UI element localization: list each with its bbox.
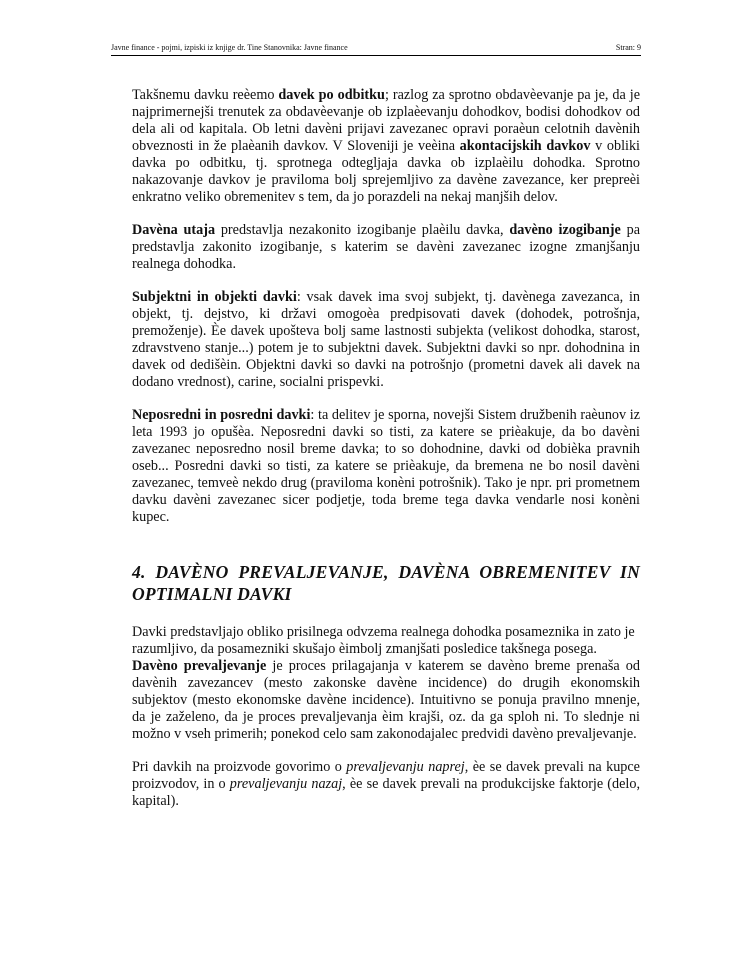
paragraph-intro-taxes: Davki predstavljajo obliko prisilnega odvzema realnega dohodka posameznika in zato je razumljivo, da posamezniki skušajo èimbolj zmanjšati posledice takšnega posega. xyxy=(132,624,635,657)
paragraph-tax-shifting: Davèno prevaljevanje je proces prilagajanja v katerem se davèno breme prenaša od davènih zavezancev (mesto zakonske davène incidence) do drugih ekonomskih subjektov (mesto ekonomske davène incidence). Intuitivno se ponuja pravilno mnenje, da je zaželeno, da je proces prevaljevanja èim krajši, oz. da ga sploh ni. To slednje ni možno v vseh primerih; ponekod celo sam zakonodajalec predvidi davèno prevaljevanje. xyxy=(132,658,640,742)
paragraph-withholding-tax: Takšnemu davku reèemo davek po odbitku; razlog za sprotno obdavèevanje pa je, da je najprimernejši trenutek za obdavèevanje ob izplaèevanju dohodkov, bodisi dohodkov od dela ali od kapitala. Ob letni davèni prijavi zavezanec opravi poraèun celotnih davènih obveznosti in že plaèanih davkov. V Sloveniji je veèina akontacijskih davkov v obliki davka po odbitku, tj. sprotnega odtegljaja davka ob izplaèilu dohodka. Sprotno nakazovanje davkov je praviloma bolj sprejemljivo za davène zavezance, ker prepreèi enkratno veliko obremenitev s tem, da jo porazdeli na nekaj manjših delov. xyxy=(132,87,641,205)
paragraph-subject-object-taxes: Subjektni in objekti davki: vsak davek ima svoj subjekt, tj. davènega zavezanca, in objekt, tj. dejstvo, ki državi omogoèa predpisovati davek (dohodek, potrošnja, premoženje). Èe davek upošteva bolj same lastnosti subjekta (velikost dohodka, starost, zdravstveno stanje...) potem je to subjektni davek. Subjektni davki so npr. dohodnina in davek od dedišèin. Objektni davki so davki na potrošnjo (prometni davek ali davek na dodano vrednost), carine, socialni prispevki. xyxy=(132,289,640,390)
paragraph-forward-backward-shifting: Pri davkih na proizvode govorimo o prevaljevanju naprej, èe se davek prevali na kupce proizvodov, in o prevaljevanju nazaj, èe se davek prevali na produkcijske faktorje (delo, kapital). xyxy=(132,759,640,809)
paragraph-tax-evasion: Davèna utaja predstavlja nezakonito izogibanje plaèilu davka, davèno izogibanje pa predstavlja zakonito izogibanje, s katerim se davèni zavezanec izogne zmanjšanju realnega dohodka. xyxy=(132,222,641,272)
term-withholding-tax: davek po odbitku xyxy=(278,87,385,103)
term-backward-shifting: prevaljevanju nazaj xyxy=(229,776,343,792)
page-number: Stran: 9 xyxy=(615,43,641,52)
document-body xyxy=(132,87,640,810)
term-tax-evasion: Davèna utaja xyxy=(132,222,216,238)
term-tax-avoidance: davèno izogibanje xyxy=(509,222,621,238)
header-title: Javne finance - pojmi, izpiski iz knjige dr. Tine Stanovnika: Javne finance xyxy=(111,43,348,52)
page-header xyxy=(111,41,641,56)
term-forward-shifting: prevaljevanju naprej xyxy=(346,759,465,775)
term-direct-indirect-taxes: Neposredni in posredni davki xyxy=(132,407,311,423)
term-advance-taxes: akontacijskih davkov xyxy=(459,138,591,154)
section-heading: 4. DAVÈNO PREVALJEVANJE, DAVÈNA OBREMENITEV IN OPTIMALNI DAVKI xyxy=(132,562,640,604)
paragraph-direct-indirect-taxes: Neposredni in posredni davki: ta delitev je sporna, novejši Sistem družbenih raèunov iz leta 1993 jo opušèa. Neposredni davki so tisti, za katere se prièakuje, da bo davèni zavezanec neposredno nosil breme davka; to so dohodnine, davki od dobièka pravnih oseb... Posredni davki so tisti, za katere se prièakuje, da bremena ne bo nosil davèni zavezanec, temveè nekdo drug (praviloma konèni potrošnik). Tako je npr. pri prometnem davku davèni zavezanec sicer podjetje, toda breme tega davka vendarle nosi konèni kupec. xyxy=(132,407,641,525)
term-subject-object-taxes: Subjektni in objekti davki xyxy=(132,289,297,305)
term-tax-shifting: Davèno prevaljevanje xyxy=(132,658,267,674)
